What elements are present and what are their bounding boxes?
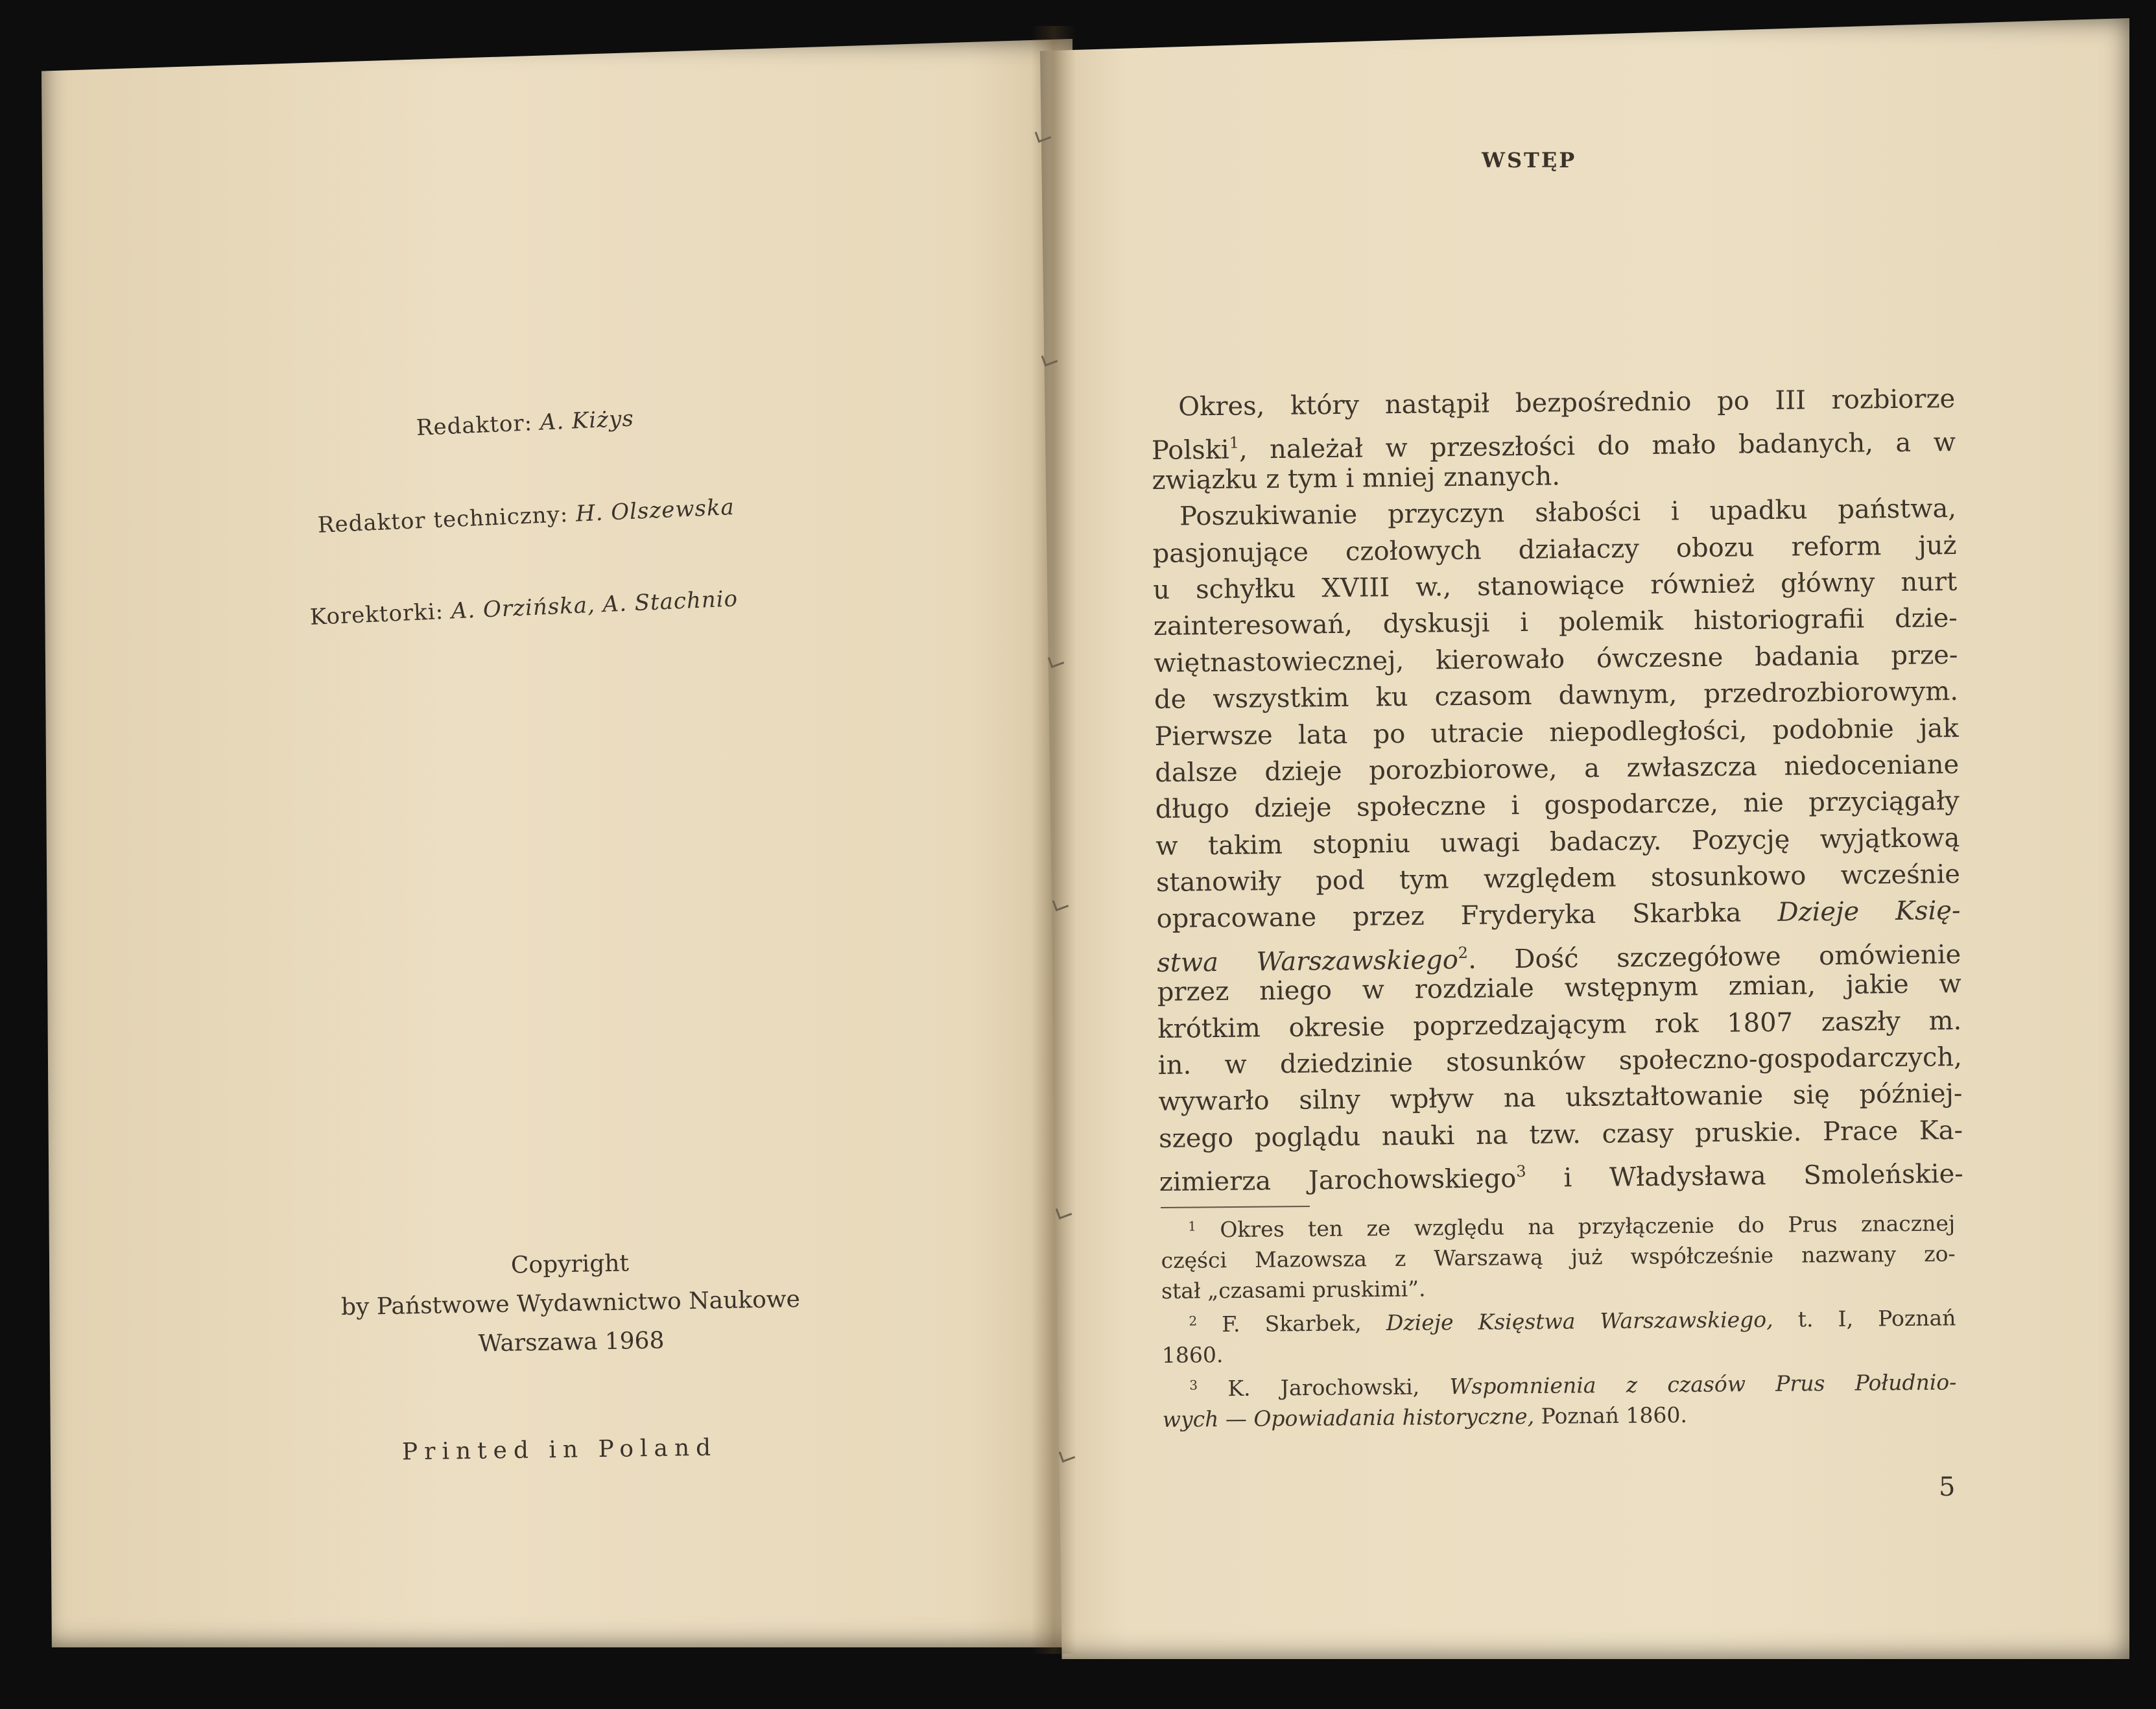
footnote-3: $^3$ K. Jarochowski, Wspomnienia z czasów Prus Południo-: [1189, 1369, 1957, 1402]
footnote-2: $^2$ F. Skarbek, Dzieje Księstwa Warszawskiego, t. I, Poznań: [1189, 1305, 1956, 1337]
book-gutter: [1031, 26, 1076, 1654]
footnote-1: $^1$ Okres ten ze względu na przyłączenie do Prus znacznej: [1188, 1210, 1956, 1243]
copyright-line-1: Copyright: [510, 1250, 630, 1279]
text-line: zainteresowań, dyskusji i polemik historiografii dzie-: [1153, 603, 1958, 642]
text-line: przez niego w rozdziale wstępnym zmian, jakie w: [1157, 969, 1961, 1008]
footnote-ref: 3: [1516, 1162, 1526, 1181]
text-line: więtnastowiecznej, kierowało ówczesne badania prze-: [1154, 639, 1958, 678]
text-line: krótkim okresie poprzedzającym rok 1807 zaszły m.: [1157, 1005, 1962, 1044]
editor-name: A. Kiżys: [539, 405, 635, 436]
footnote-ref: 2: [1458, 943, 1469, 962]
text-line: szego poglądu nauki na tzw. czasy pruskie. Prace Ka-: [1158, 1115, 1963, 1154]
footnotes: [1161, 1204, 1957, 1435]
text-line: stanowiły pod tym względem stosunkowo wcześnie: [1155, 859, 1961, 898]
text-line: Pierwsze lata po utracie niepodległości, podobnie jak: [1154, 713, 1959, 752]
left-page: [41, 39, 1072, 1647]
tech-editor-label: Redaktor techniczny:: [317, 501, 569, 538]
text-line: pasjonujące czołowych działaczy obozu reform już: [1152, 530, 1957, 569]
text-line: w takim stopniu uwagi badaczy. Pozycję wyjątkową: [1155, 822, 1960, 861]
text-line: opracowane przez Fryderyka Skarbka Dzieje Księ-: [1156, 896, 1961, 935]
text-line: in. w dziedzinie stosunków społeczno-gospodarczych,: [1157, 1042, 1963, 1081]
text-line: stwa Warszawskiego$^2$. Dość szczegółowe omówienie: [1157, 939, 1961, 978]
text-line: wywarło silny wpływ na ukształtowanie się później-: [1158, 1079, 1963, 1117]
tech-editor-name: H. Olszewska: [575, 494, 735, 527]
text-line: Poszukiwanie przyczyn słabości i upadku państwa,: [1179, 494, 1957, 532]
printed-in-poland: Printed in Poland: [401, 1434, 718, 1466]
footnote-2-end: 1860.: [1161, 1342, 1224, 1368]
proofreaders-names: A. Orzińska, A. Stachnio: [450, 586, 739, 625]
main-text: [1151, 381, 1963, 1198]
text-line: de wszystkim ku czasom dawnym, przedrozbiorowym.: [1154, 676, 1959, 715]
text-line: dalsze dzieje porozbiorowe, a zwłaszcza niedoceniane: [1154, 749, 1960, 788]
proofreaders-label: Korektorki:: [309, 599, 444, 630]
footnote-ref: 1: [1229, 433, 1240, 453]
text-line: u schyłku XVIII w., stanowiące również główny nurt: [1153, 566, 1958, 605]
text-line: zimierza Jarochowskiego$^3$ i Władysława Smoleńskie-: [1159, 1159, 1963, 1198]
text-line: długo dzieje społeczne i gospodarcze, nie przyciągały: [1155, 786, 1960, 825]
text-line: Okres, który nastąpił bezpośrednio po III rozbiorze: [1178, 384, 1956, 422]
copyright-block: [303, 1241, 837, 1367]
copyright-line-2: by Państwowe Wydawnictwo Naukowe: [340, 1285, 801, 1321]
page-heading: WSTĘP: [1482, 148, 1577, 173]
text-line: związku z tym i mniej znanych.: [1152, 461, 1561, 496]
text-line: Polski$^1$, należał w przeszłości do mało badanych, a w: [1151, 427, 1956, 466]
editor-label: Redaktor:: [416, 410, 533, 441]
footnote-3-end: wych — Opowiadania historyczne, Poznań 1860.: [1162, 1402, 1688, 1432]
copyright-line-3: Warszawa 1968: [478, 1327, 665, 1357]
footnote-1-end: stał „czasami pruskimi”.: [1161, 1276, 1426, 1304]
footnote-1-cont: części Mazowsza z Warszawą już współcześnie nazwany zo-: [1161, 1241, 1956, 1273]
page-number: 5: [1939, 1472, 1956, 1502]
